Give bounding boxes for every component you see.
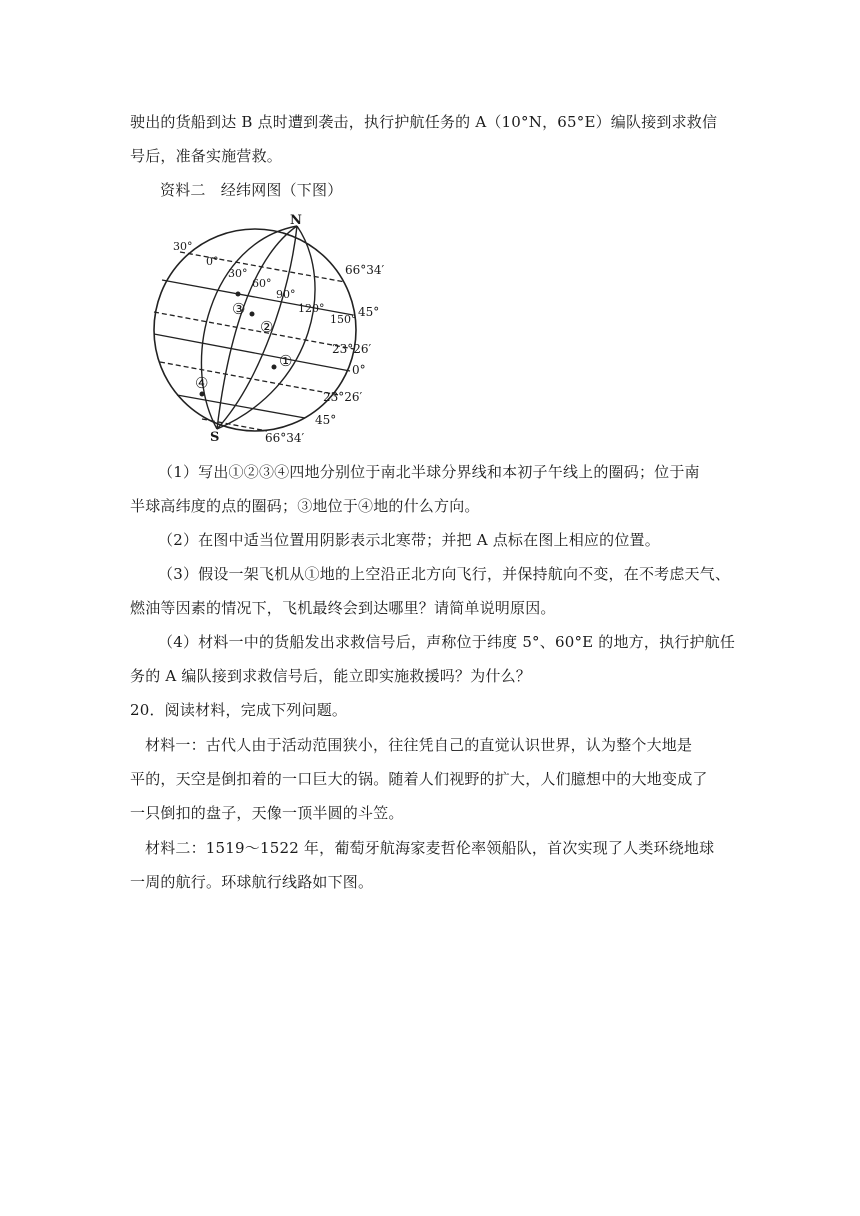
paragraph-line: 号后，准备实施营救。: [130, 147, 283, 165]
meridian-60: [217, 226, 297, 429]
material-one-line: 材料一：古代人由于活动范围狭小，往往凭自己的直觉认识世界，认为整个大地是: [145, 736, 693, 754]
latitude-label: 45°: [315, 413, 337, 427]
longitude-label: 30°: [228, 267, 248, 280]
question-4-line: （4）材料一中的货船发出求救信号后，声称位于纬度 5°、60°E 的地方，执行护航任: [158, 633, 736, 651]
point-3-dot: [236, 292, 241, 297]
meridian-90: [217, 226, 297, 429]
point-3-label: ③: [232, 300, 246, 318]
latitude-label: 0°: [352, 363, 366, 377]
point-1-label: ①: [279, 352, 293, 370]
latitude-label: 23°26′: [332, 342, 372, 356]
longitude-label: 60°: [252, 277, 272, 290]
latitude-label: 66°34′: [345, 263, 385, 277]
longitude-label: 0°: [206, 255, 219, 268]
question-2-line: （2）在图中适当位置用阴影表示北寒带；并把 A 点标在图上相应的位置。: [158, 531, 660, 549]
material-one-line: 一只倒扣的盘子，天像一顶半圆的斗笠。: [130, 804, 404, 822]
latitude-label: 66°34′: [265, 431, 305, 445]
question-1-line: （1）写出①②③④四地分别位于南北半球分界线和本初子午线上的圈码；位于南: [158, 463, 700, 481]
north-pole-label: N: [290, 213, 302, 228]
parallel-23-26-south: [160, 362, 339, 395]
longitude-label: 90°: [276, 288, 296, 301]
material-two-line: 材料二：1519～1522 年，葡萄牙航海家麦哲伦率领船队，首次实现了人类环绕地球: [145, 839, 715, 857]
paragraph-line: 驶出的货船到达 B 点时遭到袭击，执行护航任务的 A（10°N，65°E）编队接到求救信: [130, 113, 718, 131]
question-20-heading: 20．阅读材料，完成下列问题。: [130, 701, 348, 719]
latitude-longitude-grid-diagram: [140, 212, 385, 448]
question-3-line: 燃油等因素的情况下，飞机最终会到达哪里？请简单说明原因。: [130, 599, 556, 617]
longitude-label: 150°: [330, 313, 357, 326]
parallel-45-south: [177, 395, 305, 418]
parallel-equator: [154, 334, 350, 371]
question-1-line: 半球高纬度的点的圈码；③地位于④地的什么方向。: [130, 497, 480, 515]
point-4-dot: [200, 392, 205, 397]
material-one-line: 平的，天空是倒扣着的一口巨大的锅。随着人们视野的扩大，人们臆想中的大地变成了: [130, 770, 708, 788]
point-4-label: ④: [195, 374, 209, 392]
south-pole-label: S: [210, 430, 220, 445]
longitude-label: 30°: [173, 240, 193, 253]
point-1-dot: [272, 365, 277, 370]
longitude-label: 120°: [298, 302, 325, 315]
point-2-dot: [250, 312, 255, 317]
parallel-23-26-north: [154, 312, 354, 349]
material-two-heading: 资料二 经纬网图（下图）: [160, 181, 343, 199]
material-two-line: 一周的航行。环球航行线路如下图。: [130, 873, 374, 891]
question-3-line: （3）假设一架飞机从①地的上空沿正北方向飞行，并保持航向不变，在不考虑天气、: [158, 565, 731, 583]
latitude-label: 23°26′: [323, 390, 363, 404]
point-2-label: ②: [260, 318, 274, 336]
question-4-line: 务的 A 编队接到求救信号后，能立即实施救援吗？为什么？: [130, 667, 531, 685]
latitude-label: 45°: [358, 305, 380, 319]
